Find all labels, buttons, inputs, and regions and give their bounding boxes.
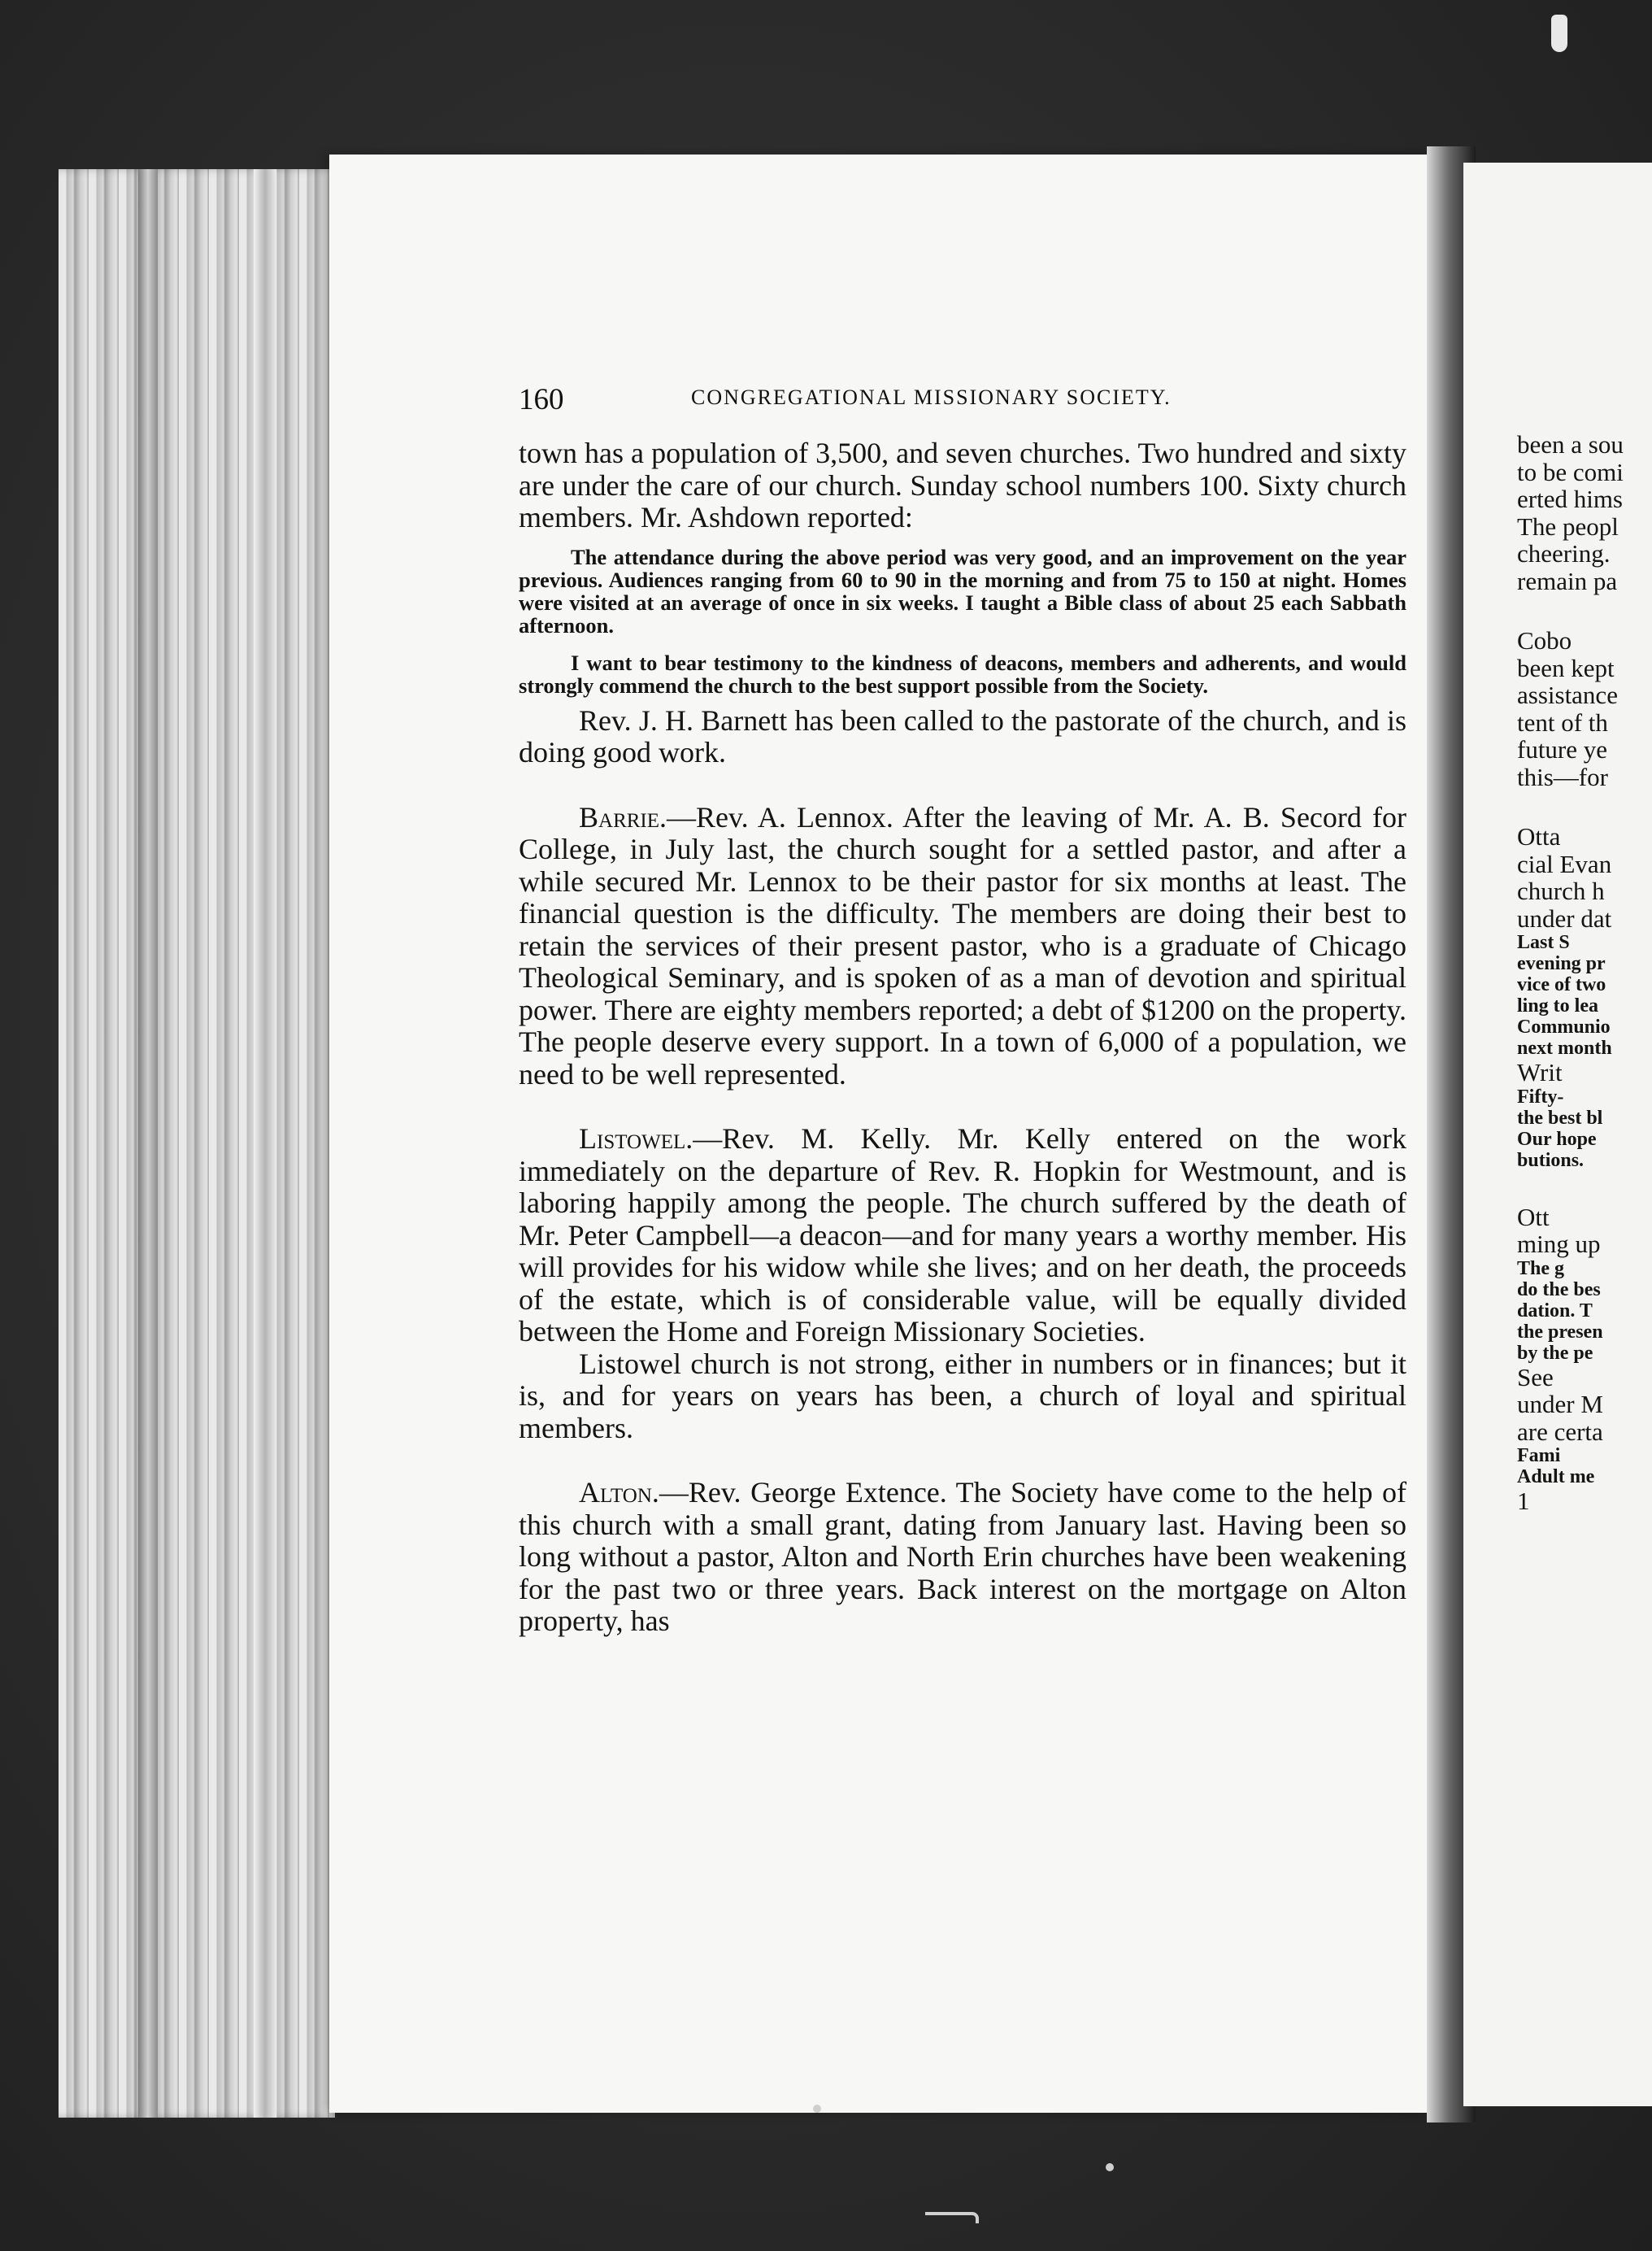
right-page-line: by the pe [1517, 1342, 1593, 1364]
right-page-line: cial Evan [1517, 849, 1612, 878]
right-page-line: Writ [1517, 1058, 1563, 1086]
right-page-line: next month [1517, 1038, 1612, 1059]
right-page-fragments [1517, 431, 1652, 1515]
right-page-line: Communio [1517, 1017, 1611, 1038]
paragraph-barnett: Rev. J. H. Barnett has been called to the pastorate of the church, and is doing good work. [519, 703, 1406, 768]
listowel-text: —Rev. M. Kelly. Mr. Kelly entered on the work immediately on the departure of Rev. R. Hopkin for Westmount, and is laboring happily among the people. The church suffered by the death of Mr. Peter Campbell—a deacon—and for many years a worthy member. His will provides for his widow while she lives; and on her death, the proceeds of the estate, which is of considerable value, will be equally divided between the Home and Foreign Missionary Societies. [519, 1122, 1406, 1348]
section-barrie [519, 802, 1406, 1091]
scan-speck [813, 2105, 821, 2113]
right-page-line [1517, 594, 1652, 627]
barrie-text: —Rev. A. Lennox. After the leaving of Mr. A. B. Secord for College, in July last, the church sought for a settled pastor, and after a while secured Mr. Lennox to be their pastor for six months at least. The financial question is the difficulty. The members are doing their best to retain the services of their present pastor, who is a graduate of Chicago Theological Seminary, and is spoken of as a man of devotion and spiritual power. There are eighty members reported; a debt of $1200 on the property. The people deserve every support. In a town of 6,000 of a population, we need to be well represented. [519, 800, 1406, 1091]
right-page-line: evening pr [1517, 953, 1606, 974]
right-page-line: future ye [1517, 735, 1608, 764]
right-page-line: assistance [1517, 681, 1618, 709]
right-page-line: Otta [1517, 822, 1561, 851]
right-page-line: to be comi [1517, 457, 1624, 486]
section-listowel [519, 1123, 1406, 1348]
right-page-line: Fami [1517, 1445, 1561, 1466]
right-page-line: under dat [1517, 903, 1612, 933]
right-page-line: ling to lea [1517, 995, 1598, 1017]
right-page-line: under M [1517, 1390, 1603, 1418]
right-page-line: do the bes [1517, 1278, 1601, 1300]
right-page-line: this—for [1517, 762, 1608, 791]
right-page-line [1517, 1171, 1652, 1204]
section-alton [519, 1477, 1406, 1638]
right-page-line: Fifty- [1517, 1086, 1564, 1108]
running-head-title: CONGREGATIONAL MISSIONARY SOCIETY. [691, 385, 1172, 409]
scan-speck [1106, 2163, 1114, 2171]
right-page-line: Last S [1517, 932, 1570, 953]
right-page-line: ming up [1517, 1230, 1601, 1258]
right-page-line: the presen [1517, 1321, 1603, 1343]
right-page-line: Our hope [1517, 1128, 1597, 1150]
alton-heading: Alton. [579, 1476, 659, 1509]
left-page-body [519, 438, 1406, 1638]
right-page-line: tent of th [1517, 708, 1608, 737]
right-page-line: cheering. [1517, 539, 1611, 568]
right-page-line: Ott [1517, 1202, 1550, 1231]
listowel-heading: Listowel. [579, 1122, 693, 1155]
running-head [519, 382, 1250, 423]
right-page-line: dation. T [1517, 1300, 1593, 1321]
paragraph-listowel-2: Listowel church is not strong, either in numbers or in finances; but it is, and for years on years has been, a church of loyal and spiritual members. [519, 1347, 1406, 1444]
right-page-line: vice of two [1517, 974, 1606, 995]
right-page-line: been a sou [1517, 430, 1624, 459]
page-number: 160 [519, 383, 564, 416]
right-page-line: The peopl [1517, 512, 1619, 541]
quote-attendance: The attendance during the above period was very good, and an improvement on the year previous. Audiences ranging from 60 to 90 in the morning and from 75 to 150 at night. Homes were visited at an average of once in six weeks. I taught a Bible class of about 25 each Sabbath afternoon. [519, 544, 1406, 638]
right-page-line: church h [1517, 877, 1605, 905]
quote-testimony: I want to bear testimony to the kindness of deacons, members and adherents, and would strongly commend the church to the best support possible from the Society. [519, 650, 1406, 698]
right-page-line: Cobo [1517, 626, 1572, 655]
right-page-line: butions. [1517, 1149, 1585, 1171]
right-page-line [1517, 790, 1652, 823]
right-page-line: the best bl [1517, 1107, 1603, 1129]
alton-text: —Rev. George Extence. The Society have come to the help of this church with a small grant, dating from January last. Having been so long without a pastor, Alton and North Erin churches have been weakening for the past two or three years. Back interest on the mortgage on Alton property, has [519, 1476, 1406, 1637]
scan-mark [925, 2212, 979, 2223]
right-page-line: erted hims [1517, 485, 1623, 513]
paragraph-town: town has a population of 3,500, and seven churches. Two hundred and sixty are under the care of our church. Sunday school numbers 100. Sixty church members. Mr. Ashdown reported: [519, 437, 1406, 533]
right-page-line: Adult me [1517, 1466, 1595, 1487]
scan-speck [1551, 15, 1567, 52]
right-page-line: been kept [1517, 653, 1615, 682]
barrie-heading: Barrie. [579, 800, 667, 834]
book-page-edges [59, 169, 335, 2118]
right-page-line: are certa [1517, 1417, 1603, 1446]
right-page-line: The g [1517, 1257, 1565, 1279]
right-page-line: See [1517, 1362, 1554, 1391]
right-page-line: 1 [1517, 1487, 1530, 1515]
right-page-line: remain pa [1517, 566, 1618, 595]
